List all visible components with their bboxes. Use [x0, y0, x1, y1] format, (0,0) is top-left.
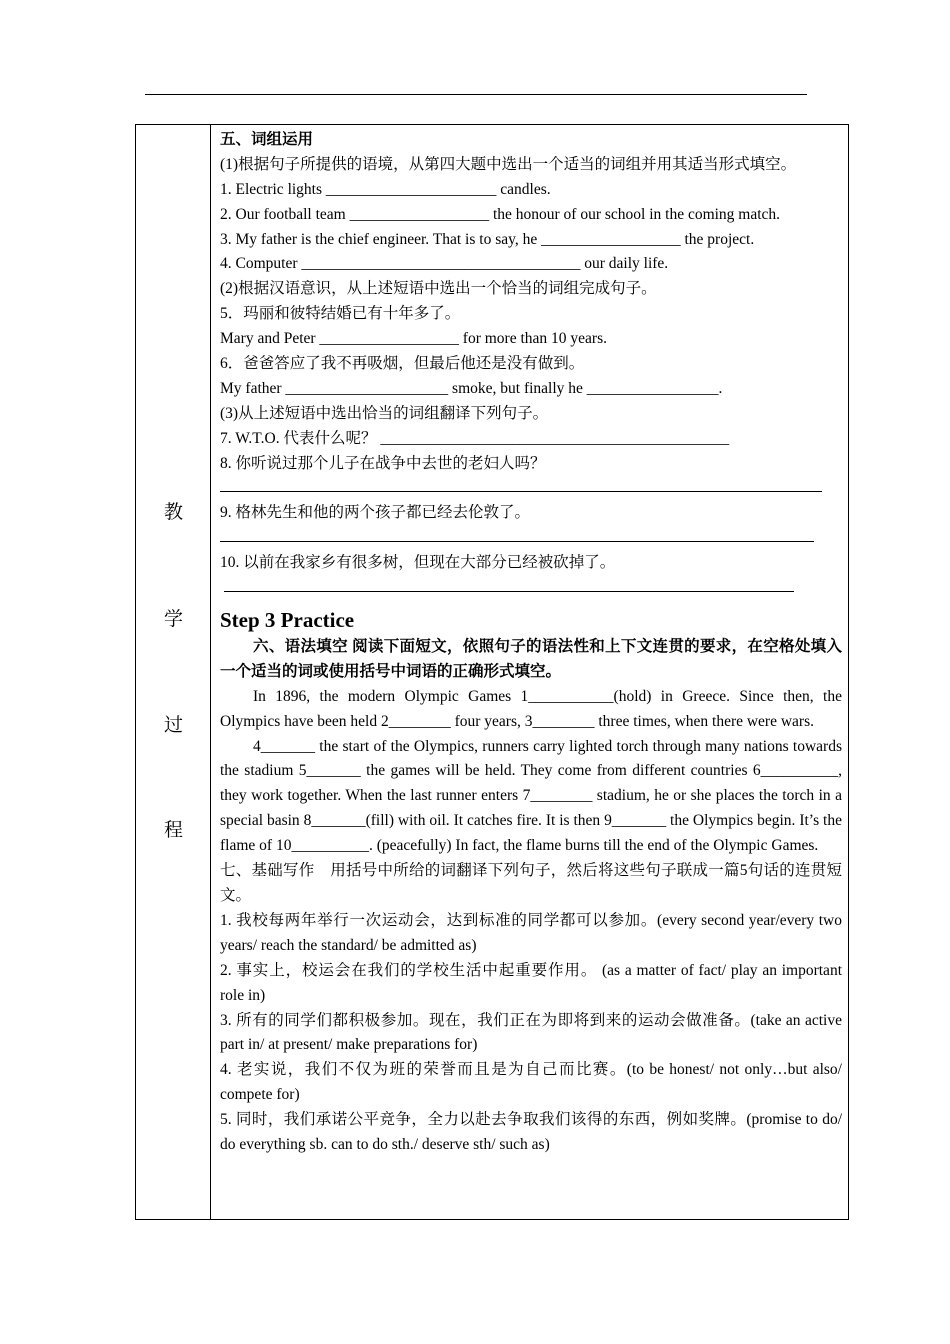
question-4: 4. Computer ____________________________________ our daily life. [220, 255, 669, 273]
content-cell [220, 128, 842, 1158]
section5-title: 五、词组运用 [220, 131, 314, 148]
question-8: 8. 你听说过那个儿子在战争中去世的老妇人吗？ [220, 454, 546, 472]
question-3: 3. My father is the chief engineer. That is to say, he __________________ the project. [220, 230, 755, 248]
question-10: 10. 以前在我家乡有很多树，但现在大部分已经被砍掉了。 [220, 554, 616, 572]
question-2: 2. Our football team __________________ the honour of our school in the coming match. [220, 205, 781, 223]
writing-item-1: 1. 我校每两年举行一次运动会，达到标准的同学都可以参加。(every second year/every two years/ reach the standard/ be admitted as) [220, 911, 842, 954]
question-9: 9. 格林先生和他的两个孩子都已经去伦敦了。 [220, 504, 531, 522]
answer-blank-9 [220, 526, 842, 551]
question-5-english: Mary and Peter __________________ for more than 10 years. [220, 330, 607, 348]
writing-item-4: 4. 老实说，我们不仅为班的荣誉而且是为自己而比赛。(to be honest/ not only…but also/ compete for) [220, 1061, 842, 1104]
section5-instruction-1: (1)根据句子所提供的语境，从第四大题中选出一个适当的词组并用其适当形式填空。 [220, 155, 797, 173]
header-rule [145, 94, 807, 95]
answer-blank-8 [220, 476, 842, 501]
question-6-english: My father _____________________ smoke, but finally he _________________. [220, 379, 723, 397]
question-5-chinese: 5．玛丽和彼特结婚已有十年多了。 [220, 305, 461, 323]
question-7: 7. W.T.O. 代表什么呢？ _____________________________________________ [220, 429, 730, 447]
question-1: 1. Electric lights ______________________ candles. [220, 180, 551, 198]
section7-instruction: 七、基础写作 用括号中所给的词翻译下列句子，然后将这些句子联成一篇5句话的连贯短文。 [220, 862, 842, 904]
answer-blank-10 [220, 576, 842, 601]
side-label-char: 程 [163, 820, 183, 841]
writing-item-3: 3. 所有的同学们都积极参加。现在，我们正在为即将到来的运动会做准备。(take an active part in/ at present/ make preparations for) [220, 1011, 842, 1054]
question-6-chinese: 6．爸爸答应了我不再吸烟，但最后他还是没有做到。 [220, 355, 585, 373]
section6-instruction: 六、语法填空 阅读下面短文，依照句子的语法性和上下文连贯的要求，在空格处填入一个适当的词或使用括号中词语的正确形式填空。 [220, 637, 842, 680]
section5-instruction-3: (3)从上述短语中选出恰当的词组翻译下列句子。 [220, 404, 549, 422]
step-heading: Step 3 Practice [220, 607, 355, 632]
side-label-column [136, 125, 211, 1219]
passage-paragraph-2: 4_______ the start of the Olympics, runners carry lighted torch through many nations towards the stadium 5_______ the games will be held. They come from different countries 6__________, they work together. When the last runner enters 7________ stadium, he or she places the torch in a special basin 8_______(fill) with oil. It catches fire. It is then 9_______ the Olympics begin. It’s the flame of 10__________. (peacefully) In fact, the flame burns till the end of the Olympic Games. [220, 737, 842, 855]
side-label-char: 学 [163, 609, 183, 630]
section5-instruction-2: (2)根据汉语意识，从上述短语中选出一个恰当的词组完成句子。 [220, 280, 657, 298]
writing-item-5: 5. 同时，我们承诺公平竞争，全力以赴去争取我们该得的东西，例如奖牌。(promise to do/ do everything sb. can to do sth./ deserve sth/ such as) [220, 1111, 842, 1154]
lesson-table [135, 124, 849, 1220]
writing-item-2: 2. 事实上，校运会在我们的学校生活中起重要作用。 (as a matter of fact/ play an important role in) [220, 961, 842, 1004]
side-label-char: 过 [163, 715, 183, 736]
side-label-char: 教 [163, 502, 183, 523]
passage-paragraph-1: In 1896, the modern Olympic Games 1___________(hold) in Greece. Since then, the Olympics have been held 2________ four years, 3________ three times, when there were wars. [220, 687, 842, 730]
